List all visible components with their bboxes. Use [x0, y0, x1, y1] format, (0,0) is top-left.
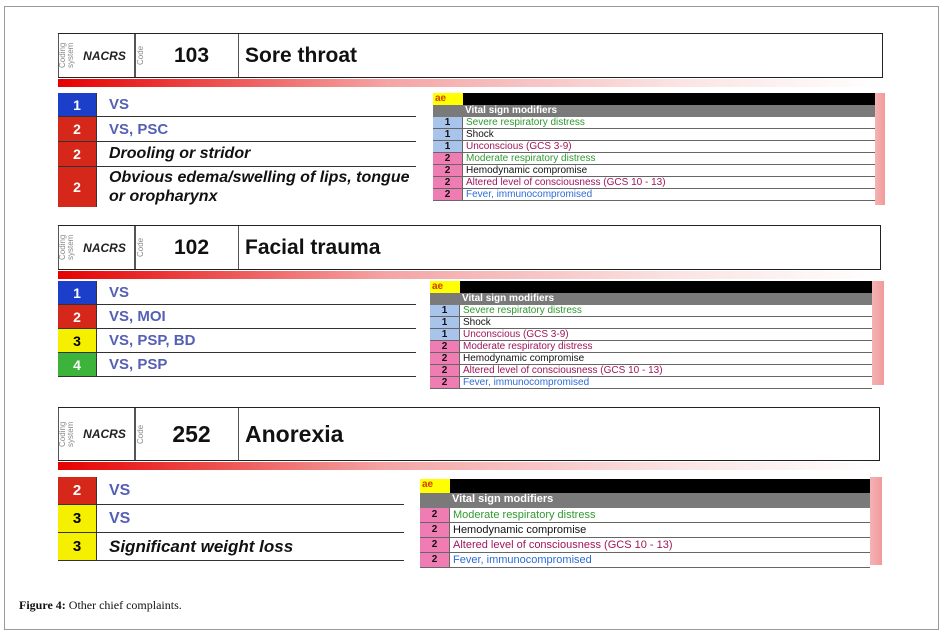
level-description: Obvious edema/swelling of lips, tongue or oropharynx: [96, 167, 416, 207]
ae-bar: [450, 479, 870, 493]
figure-caption-label: Figure 4:: [19, 598, 66, 612]
level-badge: 1: [58, 281, 96, 304]
modifier-level: 2: [430, 377, 460, 388]
modifier-row: [430, 365, 872, 377]
vsm-heading: Vital sign modifiers: [420, 493, 870, 508]
modifier-level: 2: [433, 189, 463, 200]
modifier-row: [430, 353, 872, 365]
modifier-text: Altered level of consciousness (GCS 10 - 13): [466, 177, 666, 188]
complaint-code: 102: [145, 226, 239, 269]
modifier-row: [433, 153, 875, 165]
modifier-text: Severe respiratory distress: [466, 117, 585, 128]
vital-sign-modifiers: [420, 479, 870, 568]
modifier-level: 1: [430, 305, 460, 316]
modifier-text: Fever, immunocompromised: [463, 377, 590, 388]
modifier-level: 2: [430, 365, 460, 376]
modifier-level: 1: [433, 141, 463, 152]
modifier-row: [433, 177, 875, 189]
complaint-title: Anorexia: [239, 408, 880, 460]
figure-frame: [4, 6, 939, 630]
vital-sign-modifiers: [430, 281, 872, 389]
header-accent-bar: [58, 271, 881, 279]
level-row: [58, 533, 404, 561]
nacrs-label: NACRS: [75, 408, 135, 460]
figure-caption-text: Other chief complaints.: [68, 598, 182, 612]
complaint-code: 103: [145, 34, 239, 77]
modifier-row: [430, 317, 872, 329]
complaint-code: 252: [145, 408, 239, 460]
level-badge: 2: [58, 142, 96, 166]
level-row: [58, 167, 416, 207]
ae-header: [420, 479, 870, 493]
complaint-header: [58, 407, 880, 461]
complaint-title: Sore throat: [239, 34, 883, 77]
modifier-text: Moderate respiratory distress: [453, 509, 596, 521]
level-row: [58, 505, 404, 533]
figure-caption: [19, 598, 182, 613]
nacrs-label: NACRS: [75, 34, 135, 77]
level-description: VS, MOI: [96, 305, 416, 328]
level-badge: 2: [58, 117, 96, 141]
code-label: Code: [135, 34, 145, 77]
level-badge: 2: [58, 305, 96, 328]
complaint-header: [58, 225, 881, 270]
level-row: [58, 353, 416, 377]
modifier-level: 1: [433, 129, 463, 140]
modifier-text: Shock: [466, 129, 494, 140]
level-badge: 3: [58, 329, 96, 352]
modifier-row: [433, 141, 875, 153]
level-badge: 4: [58, 353, 96, 376]
complaint-title: Facial trauma: [239, 226, 881, 269]
level-list: [58, 93, 416, 207]
complaint-header: [58, 33, 883, 78]
modifier-text: Hemodynamic compromise: [463, 353, 585, 364]
modifier-text: Moderate respiratory distress: [463, 341, 593, 352]
modifier-accent: [875, 93, 885, 205]
modifier-level: 2: [420, 523, 450, 537]
modifier-row: [433, 129, 875, 141]
ae-tag: ae: [433, 93, 463, 105]
modifier-text: Hemodynamic compromise: [466, 165, 588, 176]
modifier-row: [433, 189, 875, 201]
modifier-text: Fever, immunocompromised: [453, 554, 592, 566]
modifier-text: Severe respiratory distress: [463, 305, 582, 316]
coding-system-label: Coding system: [58, 34, 75, 77]
level-description: VS, PSP: [96, 353, 416, 376]
level-row: [58, 93, 416, 117]
modifier-level: 2: [433, 177, 463, 188]
modifier-row: [433, 117, 875, 129]
level-description: VS, PSP, BD: [96, 329, 416, 352]
modifier-level: 1: [433, 117, 463, 128]
ae-tag: ae: [430, 281, 460, 293]
modifier-text: Unconscious (GCS 3-9): [466, 141, 572, 152]
vital-sign-modifiers: [433, 93, 875, 201]
modifier-text: Altered level of consciousness (GCS 10 - 13): [453, 539, 673, 551]
ae-tag: ae: [420, 479, 450, 493]
level-description: Significant weight loss: [96, 533, 404, 560]
coding-system-label: Coding system: [58, 408, 75, 460]
modifier-level: 1: [430, 329, 460, 340]
level-badge: 2: [58, 167, 96, 207]
code-label: Code: [135, 408, 145, 460]
ae-header: [430, 281, 872, 293]
level-row: [58, 281, 416, 305]
complaint-block-anorexia: [58, 407, 888, 567]
modifier-row: [430, 329, 872, 341]
vsm-heading: Vital sign modifiers: [430, 293, 872, 305]
level-badge: 3: [58, 505, 96, 532]
modifier-level: 2: [430, 353, 460, 364]
modifier-level: 2: [420, 538, 450, 552]
modifier-row: [420, 538, 870, 553]
code-label: Code: [135, 226, 145, 269]
nacrs-label: NACRS: [75, 226, 135, 269]
modifier-row: [420, 553, 870, 568]
level-list: [58, 477, 404, 561]
modifier-row: [430, 341, 872, 353]
complaint-block-sore-throat: [58, 33, 888, 203]
level-badge: 2: [58, 477, 96, 504]
modifier-row: [430, 305, 872, 317]
coding-system-label: Coding system: [58, 226, 75, 269]
level-row: [58, 142, 416, 167]
modifier-level: 2: [433, 153, 463, 164]
modifier-text: Hemodynamic compromise: [453, 524, 587, 536]
modifier-level: 2: [430, 341, 460, 352]
level-description: VS: [96, 477, 404, 504]
modifier-level: 2: [433, 165, 463, 176]
modifier-text: Altered level of consciousness (GCS 10 - 13): [463, 365, 663, 376]
level-badge: 1: [58, 93, 96, 116]
ae-bar: [463, 93, 875, 105]
modifier-text: Moderate respiratory distress: [466, 153, 596, 164]
vsm-heading: Vital sign modifiers: [433, 105, 875, 117]
modifier-row: [420, 508, 870, 523]
level-description: VS: [96, 505, 404, 532]
modifier-text: Shock: [463, 317, 491, 328]
level-row: [58, 329, 416, 353]
level-list: [58, 281, 416, 377]
modifier-row: [433, 165, 875, 177]
level-row: [58, 305, 416, 329]
modifier-level: 1: [430, 317, 460, 328]
modifier-level: 2: [420, 553, 450, 567]
level-row: [58, 117, 416, 142]
level-description: VS: [96, 93, 416, 116]
ae-bar: [460, 281, 872, 293]
modifier-row: [430, 377, 872, 389]
modifier-accent: [870, 477, 882, 565]
header-accent-bar: [58, 79, 883, 87]
level-badge: 3: [58, 533, 96, 560]
modifier-text: Unconscious (GCS 3-9): [463, 329, 569, 340]
level-description: VS, PSC: [96, 117, 416, 141]
modifier-accent: [872, 281, 884, 385]
modifier-text: Fever, immunocompromised: [466, 189, 593, 200]
level-row: [58, 477, 404, 505]
ae-header: [433, 93, 875, 105]
modifier-row: [420, 523, 870, 538]
modifier-level: 2: [420, 508, 450, 522]
complaint-block-facial-trauma: [58, 225, 888, 388]
header-accent-bar: [58, 462, 880, 470]
level-description: VS: [96, 281, 416, 304]
level-description: Drooling or stridor: [96, 142, 416, 166]
